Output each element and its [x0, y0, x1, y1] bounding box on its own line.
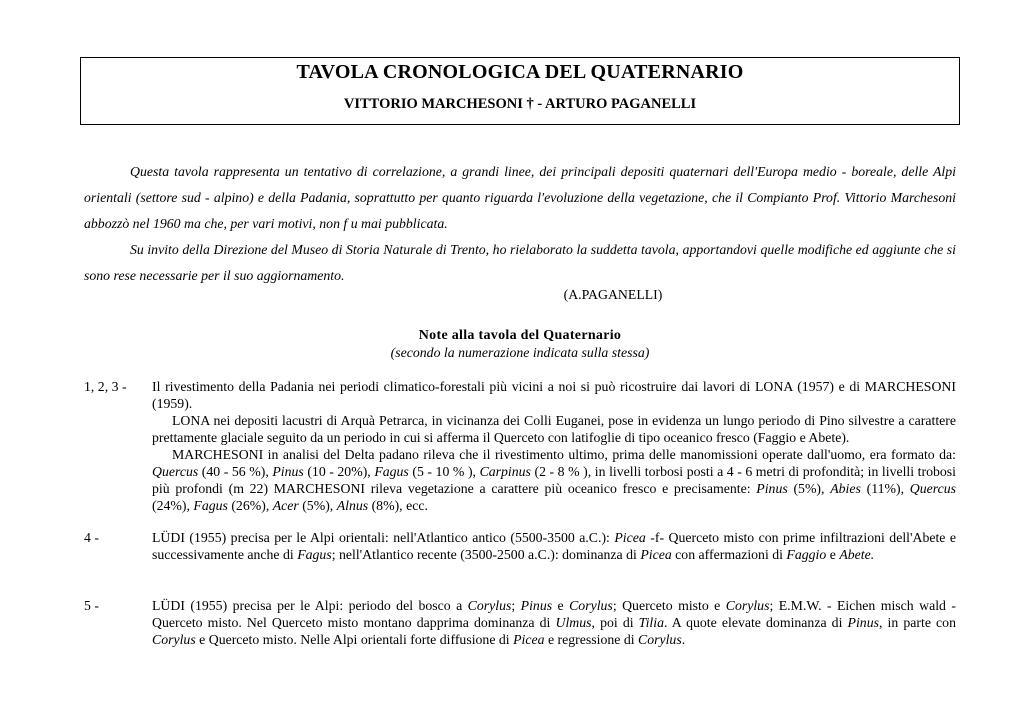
text-run: con affermazioni di [671, 547, 787, 562]
text-run: (8%), ecc. [368, 498, 428, 513]
text-run: (5%), [298, 498, 337, 513]
note-4 [84, 529, 956, 563]
note-number: 1, 2, 3 - [84, 379, 127, 394]
species-name: Picea [614, 530, 646, 545]
note-1-2-3 [84, 378, 956, 514]
document-authors: VITTORIO MARCHESONI † - ARTURO PAGANELLI [343, 96, 697, 112]
note-sentence [152, 446, 956, 514]
text-run: e regressione di [544, 632, 638, 647]
text-run: (2 - 8 % ), in livelli torbosi posti a 4 - 6 metri di profondità; in livelli trobosi più profondi (m 22) MARCHESONI rileva vegetazione a carattere più oceanico fresco e precisamente: [152, 464, 956, 496]
document-title: TAVOLA CRONOLOGICA DEL QUATERNARIO [296, 61, 744, 83]
notes-title: Note alla tavola del Quaternario [418, 328, 622, 343]
text-run: LÜDI (1955) precisa per le Alpi orientali: nell'Atlantico antico (5500-3500 a.C.): [152, 530, 615, 545]
species-name: Pinus [272, 464, 304, 479]
note-number: 4 - [84, 530, 99, 545]
species-name: Faggio [786, 547, 827, 562]
text-run: (40 - 56 %), [198, 464, 273, 479]
species-name: Acer [272, 498, 299, 513]
text-run: MARCHESONI in analisi del Delta padano rileva che il rivestimento ultimo, prima delle manomissioni operate dall'uomo, era formato da: [172, 447, 956, 462]
note-5 [84, 597, 956, 648]
note-body [152, 597, 956, 648]
species-name: Alnus [336, 498, 369, 513]
species-name: Corylus [725, 598, 770, 613]
intro-paragraph-2: Su invito della Direzione del Museo di Storia Naturale di Trento, ho rielaborato la suddetta tavola, apportandovi quelle modifiche ed aggiunte che si sono rese necessarie per il suo aggiornamento. [84, 242, 956, 283]
text-run: (24%), [152, 498, 194, 513]
species-name: Abete. [839, 547, 875, 562]
text-run: (10 - 20%), [303, 464, 375, 479]
note-body [152, 529, 956, 563]
species-name: Tilia [638, 615, 664, 630]
text-run: (26%), [227, 498, 273, 513]
text-run: e [552, 598, 570, 613]
text-run: ; [511, 598, 521, 613]
note-sentence [152, 529, 956, 563]
species-name: Quercus [152, 464, 199, 479]
text-run: . [681, 632, 686, 647]
text-run: (5%), [787, 481, 831, 496]
species-name: Quercus [909, 481, 956, 496]
species-name: Picea [513, 632, 545, 647]
species-name: Abies [830, 481, 861, 496]
title-box [80, 57, 960, 125]
species-name: Fagus [374, 464, 409, 479]
species-name: Corylus [638, 632, 682, 647]
intro-paragraph-1: Questa tavola rappresenta un tentativo di correlazione, a grandi linee, dei principali depositi quaternari dell'Europa medio - boreale, delle Alpi orientali (settore sud - alpino) e della Padania, soprattutto per quanto riguarda l'evoluzione della vegetazione, che il Compianto Prof. Vittorio Marchesoni abbozzò nel 1960 ma che, per vari motivi, non f u mai pubblicata. [84, 164, 956, 231]
text-run: e [826, 547, 840, 562]
text-run: ; nell'Atlantico recente (3500-2500 a.C.): dominanza di [331, 547, 641, 562]
introduction [84, 159, 956, 289]
note-number: 5 - [84, 598, 99, 613]
species-name: Fagus [297, 547, 332, 562]
species-name: Carpinus [479, 464, 531, 479]
species-name: Pinus [520, 598, 553, 613]
species-name: Picea [640, 547, 672, 562]
text-run: (5 - 10 % ), [408, 464, 480, 479]
text-run: e Querceto misto. Nelle Alpi orientali forte diffusione di [195, 632, 514, 647]
note-sentence: Il rivestimento della Padania nei periodi climatico-forestali più vicini a noi si può ricostruire dai lavori di LONA (1957) e di MARCHESONI (1959). [152, 379, 956, 411]
species-name: Corylus [467, 598, 512, 613]
text-run: ; E.M.W. - Eichen misch wald - Querceto misto. Nel Querceto misto montano dapprima dominanza di [152, 598, 956, 630]
species-name: Ulmus [555, 615, 592, 630]
text-run: . A quote elevate dominanza di [663, 615, 848, 630]
note-sentence [152, 597, 956, 648]
note-sentence: LONA nei depositi lacustri di Arquà Petrarca, in vicinanza dei Colli Euganei, pose in evidenza un lungo periodo di Pino silvestre a carattere prettamente glaciale seguito da un periodo in cui si afferma il Querceto con latifoglie di tipo oceanico fresco (Faggio e Abete). [152, 413, 956, 445]
signature: (A.PAGANELLI) [563, 287, 663, 302]
species-name: Corylus [569, 598, 613, 613]
note-body [152, 378, 956, 514]
text-run: ; Querceto misto e [612, 598, 726, 613]
notes-subtitle: (secondo la numerazione indicata sulla stessa) [390, 345, 650, 360]
text-run: , in parte con [878, 615, 956, 630]
species-name: Pinus [756, 481, 788, 496]
text-run: -f- Querceto misto con prime infiltrazioni dell'Abete e successivamente anche di [152, 530, 957, 562]
text-run: (11%), [860, 481, 910, 496]
species-name: Corylus [152, 632, 196, 647]
species-name: Fagus [193, 498, 228, 513]
text-run: , poi di [591, 615, 639, 630]
species-name: Pinus [847, 615, 879, 630]
text-run: LÜDI (1955) precisa per le Alpi: periodo del bosco a [152, 598, 468, 613]
